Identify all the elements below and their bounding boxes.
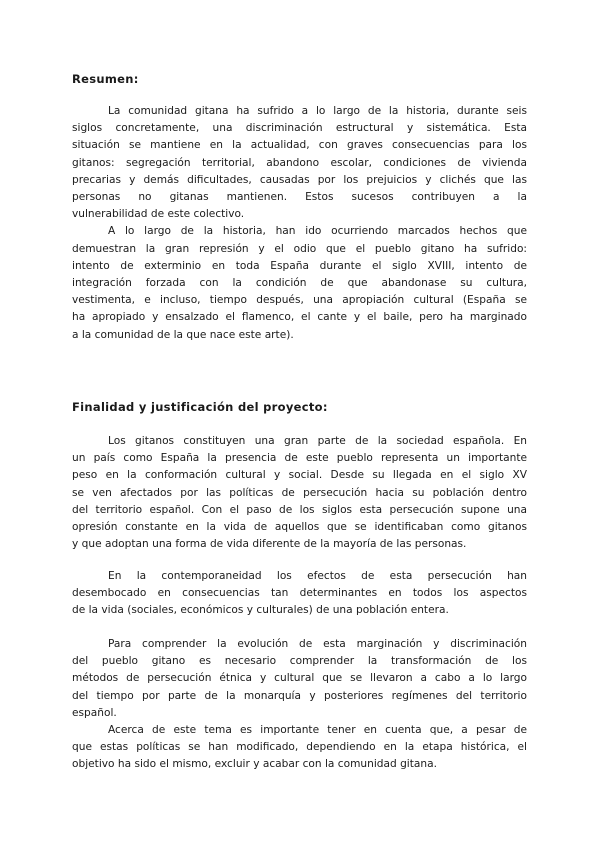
- text-line: situación se mantiene en la actualidad, con graves consecuencias para los: [72, 139, 527, 152]
- text-line: Los gitanos constituyen una gran parte de la sociedad española. En: [108, 435, 527, 447]
- text-line: y que adoptan una forma de vida diferente de la mayoría de las personas.: [72, 538, 467, 551]
- text-line: integración forzada con la condición de que abandonase su cultura,: [72, 277, 527, 289]
- text-line: desembocado en consecuencias tan determinantes en todos los aspectos: [72, 587, 527, 600]
- text-line: un país como España la presencia de este pueblo representa un importante: [72, 452, 527, 465]
- paragraph: [72, 568, 527, 620]
- text-line: objetivo ha sido el mismo, excluir y acabar con la comunidad gitana.: [72, 758, 437, 771]
- text-line: del territorio español. Con el paso de los siglos esta persecución supone una: [72, 503, 527, 516]
- text-line: demuestran la gran represión y el odio que el pueblo gitano ha sufrido:: [72, 242, 527, 255]
- text-line: personas no gitanas mantienen. Estos sucesos contribuyen a la: [72, 191, 527, 204]
- text-line: gitanos: segregación territorial, abandono escolar, condiciones de vivienda: [72, 156, 527, 169]
- text-line: Para comprender la evolución de esta marginación y discriminación: [108, 638, 527, 650]
- text-line: opresión constante en la vida de aquellos que se identificaban como gitanos: [72, 521, 527, 534]
- section-heading-finalidad: Finalidad y justificación del proyecto:: [72, 400, 328, 414]
- text-line: vestimenta, e incluso, tiempo después, una apropiación cultural (España se: [72, 294, 527, 307]
- text-line: Acerca de este tema es importante tener en cuenta que, a pesar de: [108, 724, 527, 736]
- text-line: ha apropiado y ensalzado el flamenco, el cante y el baile, pero ha marginado: [72, 311, 527, 324]
- paragraph: [72, 103, 527, 223]
- text-line: de la vida (sociales, económicos y culturales) de una población entera.: [72, 604, 449, 617]
- text-line: siglos concretamente, una discriminación estructural y sistemática. Esta: [72, 122, 527, 135]
- paragraph: [72, 223, 527, 343]
- text-line: del pueblo gitano es necesario comprender la transformación de los: [72, 655, 527, 668]
- text-line: En la contemporaneidad los efectos de esta persecución han: [108, 570, 527, 582]
- text-line: La comunidad gitana ha sufrido a lo largo de la historia, durante seis: [108, 105, 527, 117]
- text-line: español.: [72, 706, 117, 719]
- text-line: vulnerabilidad de este colectivo.: [72, 208, 245, 221]
- paragraph: [72, 722, 527, 774]
- text-line: del tiempo por parte de la monarquía y posteriores regímenes del territorio: [72, 689, 527, 702]
- paragraph: [72, 636, 527, 722]
- text-line: precarias y demás dificultades, causadas por los prejuicios y clichés que las: [72, 173, 527, 186]
- text-line: peso en la conformación cultural y social. Desde su llegada en el siglo XV: [72, 469, 527, 482]
- paragraph: [72, 433, 527, 553]
- text-line: intento de exterminio en toda España durante el siglo XVIII, intento de: [72, 259, 527, 272]
- section-heading-resumen: Resumen:: [72, 72, 139, 86]
- text-line: a la comunidad de la que nace este arte).: [72, 328, 294, 341]
- text-line: A lo largo de la historia, han ido ocurriendo marcados hechos que: [108, 225, 527, 238]
- text-line: métodos de persecución étnica y cultural que se llevaron a cabo a lo largo: [72, 672, 527, 685]
- text-line: se ven afectados por las políticas de persecución hacia su población dentro: [72, 486, 527, 499]
- text-line: que estas políticas se han modificado, dependiendo en la etapa histórica, el: [72, 741, 527, 754]
